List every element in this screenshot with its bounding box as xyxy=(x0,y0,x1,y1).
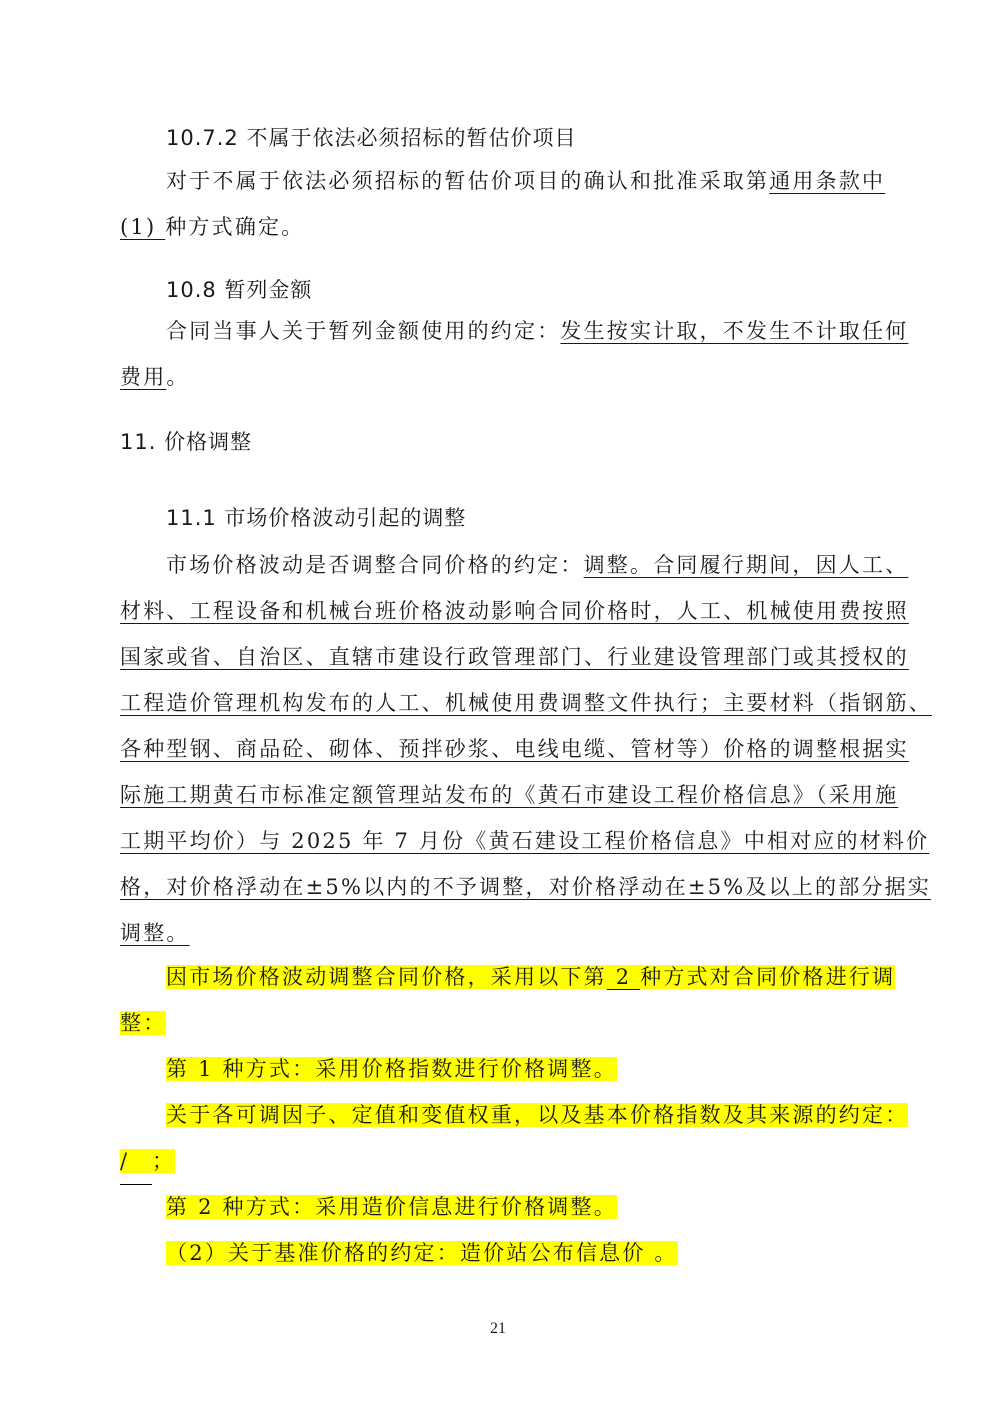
option-1-value: / xyxy=(120,1138,152,1185)
section-heading-11-1: 11.1 市场价格波动引起的调整 xyxy=(166,506,467,530)
paragraph-11-1-line2: 材料、工程设备和机械台班价格波动影响合同价格时，人工、机械使用费按照 xyxy=(120,599,909,623)
option-2 xyxy=(166,1184,617,1230)
paragraph-11-1-line4: 工程造价管理机构发布的人工、机械使用费调整文件执行；主要材料（指钢筋、 xyxy=(120,691,932,715)
option-2-item xyxy=(166,1230,678,1276)
paragraph-11-1-line9: 调整。 xyxy=(120,921,190,945)
underlined-value: 发生按实计取，不发生不计取任何 xyxy=(560,319,909,343)
paragraph-11-1-line1 xyxy=(166,542,908,588)
paragraph-11-1-line8: 格，对价格浮动在±5%以内的不予调整，对价格浮动在±5%及以上的部分据实 xyxy=(120,875,932,899)
paragraph-11-1-line3: 国家或省、自治区、直辖市建设行政管理部门、行业建设管理部门或其授权的 xyxy=(120,645,909,669)
underlined-value: 费用 xyxy=(120,365,167,389)
highlighted-text: 整： xyxy=(120,1011,167,1035)
page-number: 21 xyxy=(490,1320,506,1337)
option-1 xyxy=(166,1046,617,1092)
highlighted-text xyxy=(166,965,895,989)
paragraph-10-7-2-line1 xyxy=(166,158,885,204)
section-heading-10-7-2: 10.7.2 不属于依法必须招标的暂估价项目 xyxy=(166,126,577,150)
method-line2 xyxy=(120,1000,166,1046)
underlined-value: 调整。合同履行期间，因人工、 xyxy=(583,553,909,577)
underlined-value: (1) xyxy=(120,215,166,239)
option-1-detail xyxy=(166,1092,908,1138)
paragraph-11-1-line7: 工期平均价）与 2025 年 7 月份《黄石建设工程价格信息》中相对应的材料价 xyxy=(120,829,930,853)
method-line1 xyxy=(166,954,895,1000)
highlighted-text: （2）关于基准价格的约定：造价站公布信息价 。 xyxy=(166,1241,678,1265)
highlighted-text: 第 1 种方式：采用价格指数进行价格调整。 xyxy=(166,1057,617,1081)
highlighted-text: 关于各可调因子、定值和变值权重，以及基本价格指数及其来源的约定： xyxy=(166,1103,909,1127)
section-heading-11: 11. 价格调整 xyxy=(120,430,253,454)
text: 合同当事人关于暂列金额使用的约定： xyxy=(166,319,561,343)
option-1-value-line xyxy=(120,1138,175,1185)
text: 市场价格波动是否调整合同价格的约定： xyxy=(166,553,584,577)
text: ； xyxy=(152,1149,176,1173)
paragraph-10-8-line2 xyxy=(120,354,190,400)
paragraph-10-8-line1 xyxy=(166,308,908,354)
text: 种方式确定。 xyxy=(165,215,305,239)
paragraph-10-7-2-line2 xyxy=(120,204,304,250)
text: 因市场价格波动调整合同价格，采用以下第 xyxy=(166,965,607,989)
highlighted-text xyxy=(120,1149,175,1173)
section-heading-10-8: 10.8 暂列金额 xyxy=(166,278,313,302)
method-number: 2 xyxy=(606,965,641,989)
text: 。 xyxy=(166,365,190,389)
highlighted-text: 第 2 种方式：采用造价信息进行价格调整。 xyxy=(166,1195,617,1219)
underlined-value: 通用条款中 xyxy=(769,169,886,193)
paragraph-11-1-line6: 际施工期黄石市标准定额管理站发布的《黄石市建设工程价格信息》（采用施 xyxy=(120,783,899,807)
paragraph-11-1-line5: 各种型钢、商品砼、砌体、预拌砂浆、电线电缆、管材等）价格的调整根据实 xyxy=(120,737,909,761)
text: 种方式对合同价格进行调 xyxy=(640,965,896,989)
text: 对于不属于依法必须招标的暂估价项目的确认和批准采取第 xyxy=(166,169,770,193)
